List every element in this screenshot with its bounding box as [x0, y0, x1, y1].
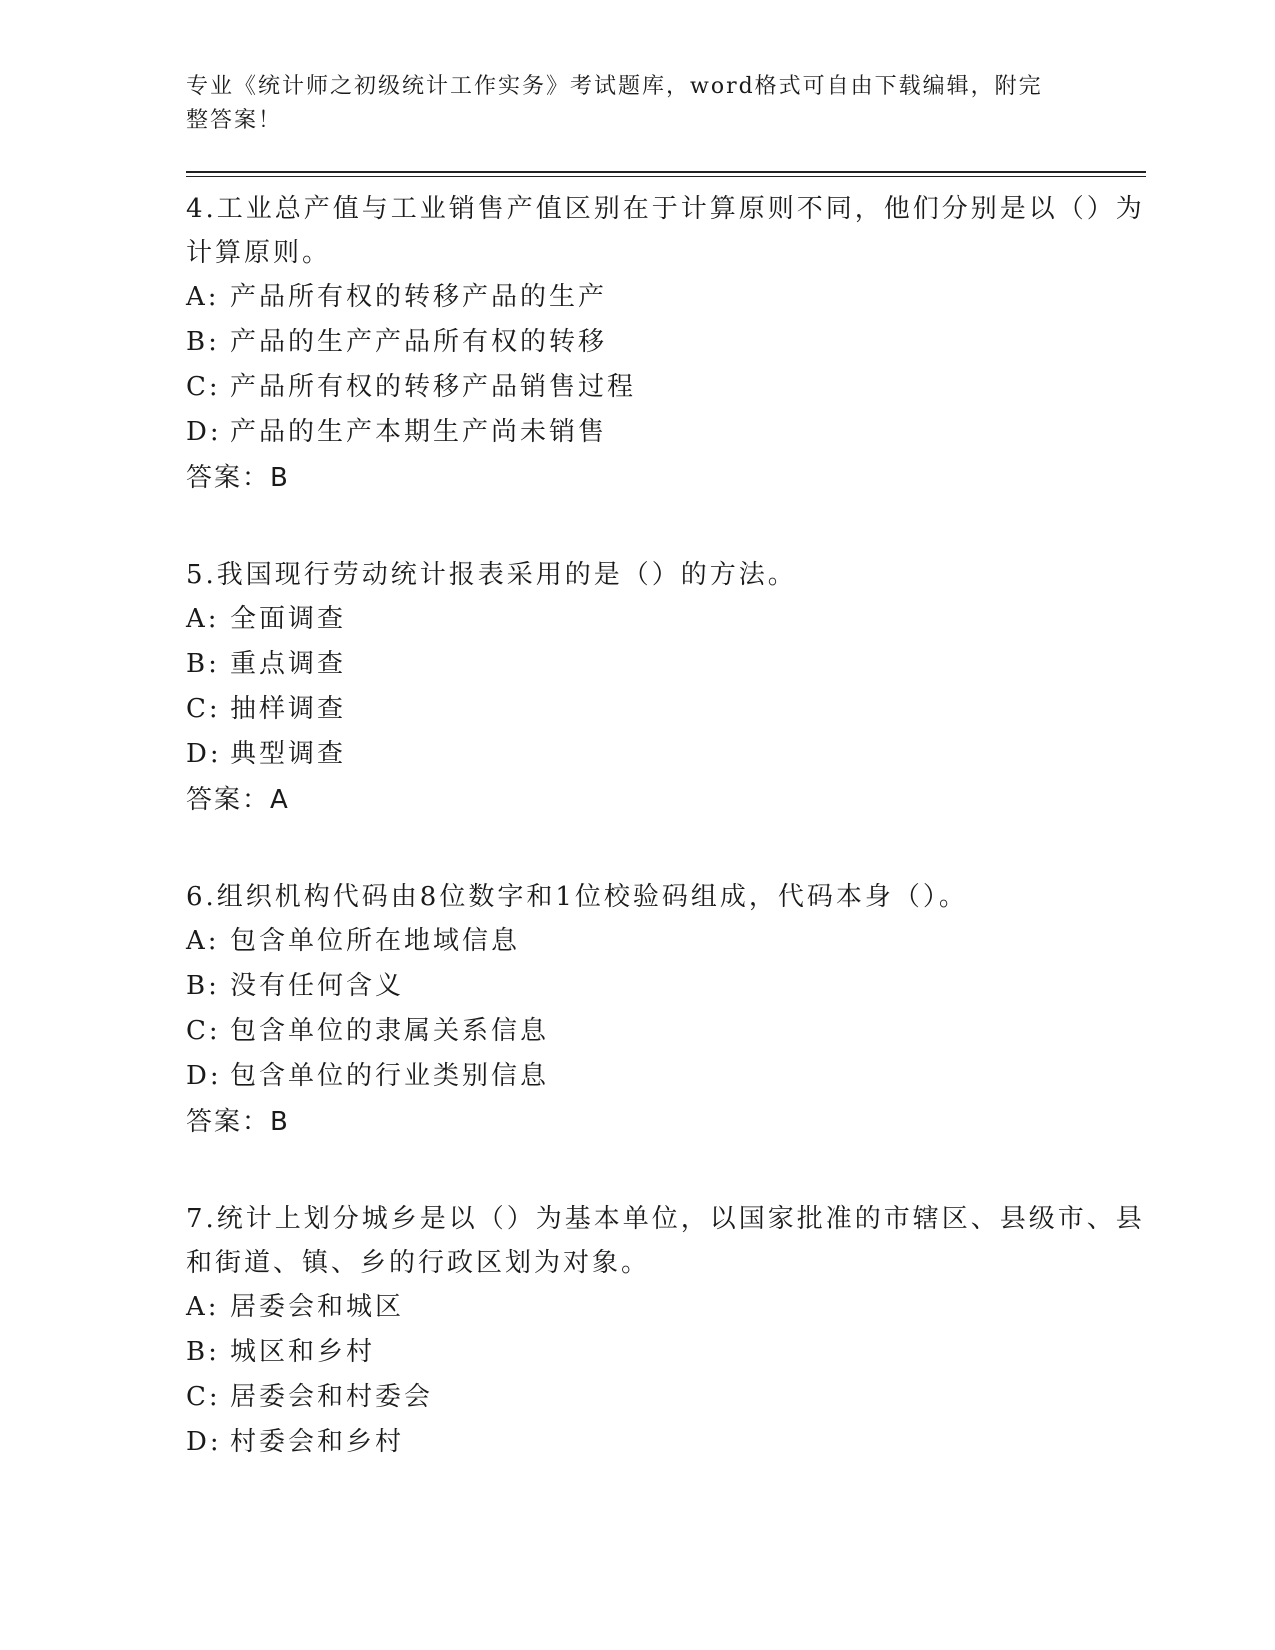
option-b: [186, 320, 1146, 365]
option-letter: C:: [186, 1382, 221, 1412]
option-d: [186, 410, 1146, 455]
option-text: 典型调查: [230, 739, 347, 769]
option-text: 重点调查: [230, 649, 347, 679]
option-text: 居委会和城区: [230, 1292, 405, 1322]
option-letter: A:: [186, 282, 220, 312]
option-letter: A:: [186, 926, 220, 956]
option-c: [186, 1375, 1146, 1420]
option-letter: A:: [186, 604, 220, 634]
option-letter: C:: [186, 1016, 221, 1046]
option-letter: B:: [186, 1337, 220, 1367]
question-text: 5.我国现行劳动统计报表采用的是（）的方法。: [186, 560, 797, 590]
option-letter: B:: [186, 971, 220, 1001]
question-text: 4.工业总产值与工业销售产值区别在于计算原则不同，他们分别是以（）为计算原则。: [186, 194, 1145, 268]
option-b: [186, 1330, 1146, 1375]
option-letter: D:: [186, 1061, 222, 1091]
document-page: [186, 70, 1146, 1517]
question-list: [186, 187, 1146, 1465]
question-text: 6.组织机构代码由8位数字和1位校验码组成，代码本身（）。: [186, 882, 968, 912]
option-a: [186, 1285, 1146, 1330]
option-letter: B:: [186, 649, 220, 679]
option-text: 产品所有权的转移产品的生产: [230, 282, 608, 312]
question-4: [186, 187, 1146, 501]
question-7: [186, 1197, 1146, 1465]
option-letter: D:: [186, 1427, 222, 1457]
option-text: 居委会和村委会: [230, 1382, 434, 1412]
answer-line: 答案：B: [186, 1107, 290, 1137]
option-text: 没有任何含义: [230, 971, 405, 1001]
question-6: [186, 875, 1146, 1145]
option-d: [186, 1054, 1146, 1099]
option-letter: A:: [186, 1292, 220, 1322]
option-letter: D:: [186, 417, 222, 447]
option-text: 抽样调查: [230, 694, 347, 724]
option-letter: C:: [186, 372, 221, 402]
option-letter: C:: [186, 694, 221, 724]
option-c: [186, 687, 1146, 732]
document-intro: 专业《统计师之初级统计工作实务》考试题库，word格式可自由下载编辑，附完整答案！: [186, 74, 1043, 133]
option-text: 产品所有权的转移产品销售过程: [230, 372, 637, 402]
option-letter: D:: [186, 739, 222, 769]
option-letter: B:: [186, 327, 220, 357]
option-text: 产品的生产本期生产尚未销售: [230, 417, 608, 447]
option-a: [186, 597, 1146, 642]
option-a: [186, 919, 1146, 964]
answer-line: 答案：A: [186, 785, 290, 815]
option-b: [186, 642, 1146, 687]
option-b: [186, 964, 1146, 1009]
option-text: 包含单位的行业类别信息: [230, 1061, 550, 1091]
option-c: [186, 1009, 1146, 1054]
option-text: 产品的生产产品所有权的转移: [230, 327, 608, 357]
double-rule-divider: [186, 171, 1146, 177]
answer-line: 答案：B: [186, 463, 290, 493]
option-text: 包含单位所在地域信息: [230, 926, 521, 956]
option-text: 城区和乡村: [230, 1337, 376, 1367]
question-5: [186, 553, 1146, 823]
option-text: 全面调查: [230, 604, 347, 634]
option-text: 村委会和乡村: [230, 1427, 405, 1457]
option-c: [186, 365, 1146, 410]
question-text: 7.统计上划分城乡是以（）为基本单位，以国家批准的市辖区、县级市、县和街道、镇、乡的行政区划为对象。: [186, 1204, 1145, 1278]
option-a: [186, 275, 1146, 320]
option-d: [186, 732, 1146, 777]
option-d: [186, 1420, 1146, 1465]
option-text: 包含单位的隶属关系信息: [230, 1016, 550, 1046]
